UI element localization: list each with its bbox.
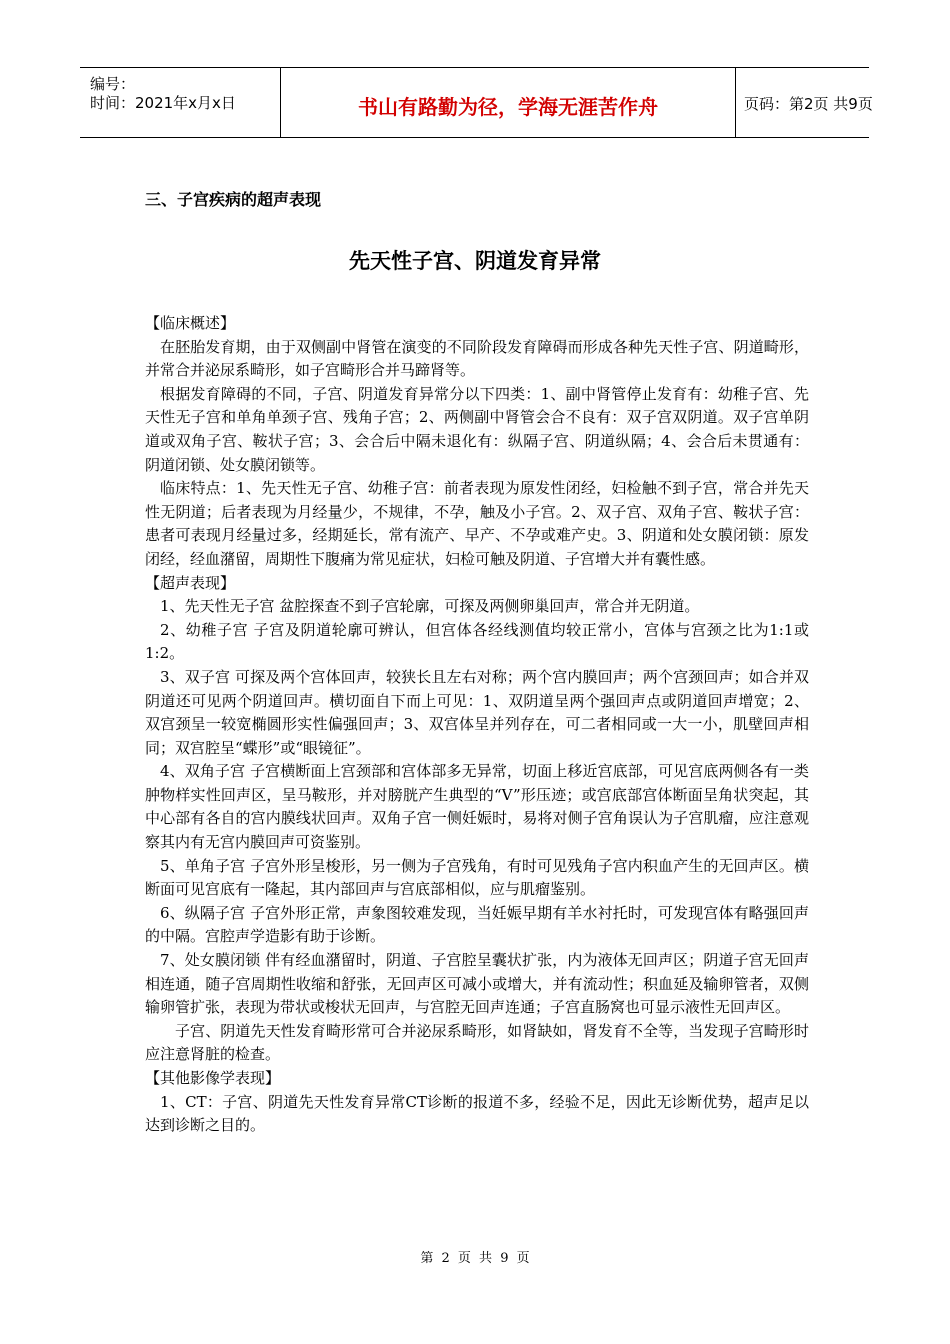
- header-motto-cell: [281, 68, 736, 137]
- paragraph: 2、幼稚子宫 子宫及阴道轮廓可辨认，但宫体各经线测值均较正常小，宫体与宫颈之比为1:1或1:2。: [145, 620, 809, 663]
- paragraph: 7、处女膜闭锁 伴有经血潴留时，阴道、子宫腔呈囊状扩张，内为液体无回声区；阴道子宫无回声相连通，随子宫周期性收缩和舒张，无回声区可减小或增大，并有流动性；积血延及输卵管者，双侧输卵管扩张，表现为带状或梭状无回声，与宫腔无回声连通；子宫直肠窝也可显示液性无回声区。: [145, 951, 809, 1017]
- header-motto: 书山有路勤为径，学海无涯苦作舟: [358, 95, 658, 119]
- page-footer: 第 2 页 共 9 页: [420, 1251, 530, 1266]
- paragraph: 临床特点：1、先天性无子宫、幼稚子宫：前者表现为原发性闭经，妇检触不到子宫，常合并先天性无阴道；后者表现为月经量少，不规律，不孕，触及小子宫。2、双子宫、双角子宫、鞍状子宫：患者可表现月经量过多，经期延长，常有流产、早产、不孕或难产史。3、阴道和处女膜闭锁：原发闭经，经血潴留，周期性下腹痛为常见症状，妇检可触及阴道、子宫增大并有囊性感。: [145, 479, 809, 568]
- paragraph: 3、双子宫 可探及两个宫体回声，较狭长且左右对称；两个宫内膜回声；两个宫颈回声；如合并双阴道还可见两个阴道回声。横切面自下而上可见：1、双阴道呈两个强回声点或阴道回声增宽；2、双宫颈呈一较宽椭圆形实性偏强回声；3、双宫体呈并列存在，可二者相同或一大一小，肌壁回声相同；双宫腔呈“蝶形”或“眼镜征”。: [145, 667, 809, 757]
- paragraph: 根据发育障碍的不同，子宫、阴道发育异常分以下四类：1、副中肾管停止发育有：幼稚子宫、先天性无子宫和单角单颈子宫、残角子宫；2、两侧副中肾管会合不良有：双子宫双阴道。双子宫单阴道或双角子宫、鞍状子宫；3、会合后中隔未退化有：纵隔子宫、阴道纵隔；4、会合后未贯通有：阴道闭锁、处女膜闭锁等。: [145, 384, 809, 474]
- subheading-ultrasound: 【超声表现】: [145, 573, 236, 592]
- header-page-number: 页码：第2页 共9页: [744, 95, 873, 113]
- header-table: [80, 67, 873, 138]
- subheading-clinical-overview: 【临床概述】: [145, 314, 236, 332]
- paragraph: 4、双角子宫 子宫横断面上宫颈部和宫体部多无异常，切面上移近宫底部，可见宫底两侧各有一类肿物样实性回声区，呈马鞍形，并对膀胱产生典型的“V”形压迹；或宫底部宫体断面呈角状突起，其中心部有各自的宫内膜线状回声。双角子宫一侧妊娠时，易将对侧子宫角误认为子宫肌瘤，应注意观察其内有无宫内膜回声可资鉴别。: [145, 762, 809, 852]
- paragraph: 在胚胎发育期，由于双侧副中肾管在演变的不同阶段发育障碍而形成各种先天性子宫、阴道畸形，并常合并泌尿系畸形，如子宫畸形合并马蹄肾等。: [145, 337, 809, 380]
- paragraph: 1、先天性无子宫 盆腔探查不到子宫轮廓，可探及两侧卵巢回声，常合并无阴道。: [160, 597, 700, 616]
- subheading-other-imaging: 【其他影像学表现】: [145, 1069, 281, 1087]
- page-title: 先天性子宫、阴道发育异常: [349, 249, 601, 273]
- paragraph: 5、单角子宫 子宫外形呈梭形，另一侧为子宫残角，有时可见残角子宫内积血产生的无回声区。横断面可见宫底有一隆起，其内部回声与宫底部相似，应与肌瘤鉴别。: [145, 856, 809, 899]
- header-page-cell: [736, 68, 873, 137]
- section-heading: 三、子宫疾病的超声表现: [145, 190, 322, 209]
- header-info-cell: [80, 68, 281, 137]
- document-number-label: 编号：: [90, 75, 136, 93]
- paragraph: 子宫、阴道先天性发育畸形常可合并泌尿系畸形，如肾缺如，肾发育不全等，当发现子宫畸形时应注意肾脏的检查。: [145, 1021, 809, 1064]
- paragraph: 6、纵隔子宫 子宫外形正常，声象图较难发现，当妊娠早期有羊水衬托时，可发现宫体有略强回声的中隔。宫腔声学造影有助于诊断。: [145, 903, 809, 946]
- document-body: [145, 312, 809, 1138]
- paragraph: 1、CT：子宫、阴道先天性发育异常CT诊断的报道不多，经验不足，因此无诊断优势，超声足以达到诊断之目的。: [145, 1092, 809, 1135]
- document-date-label: 时间：2021年x月x日: [90, 94, 236, 112]
